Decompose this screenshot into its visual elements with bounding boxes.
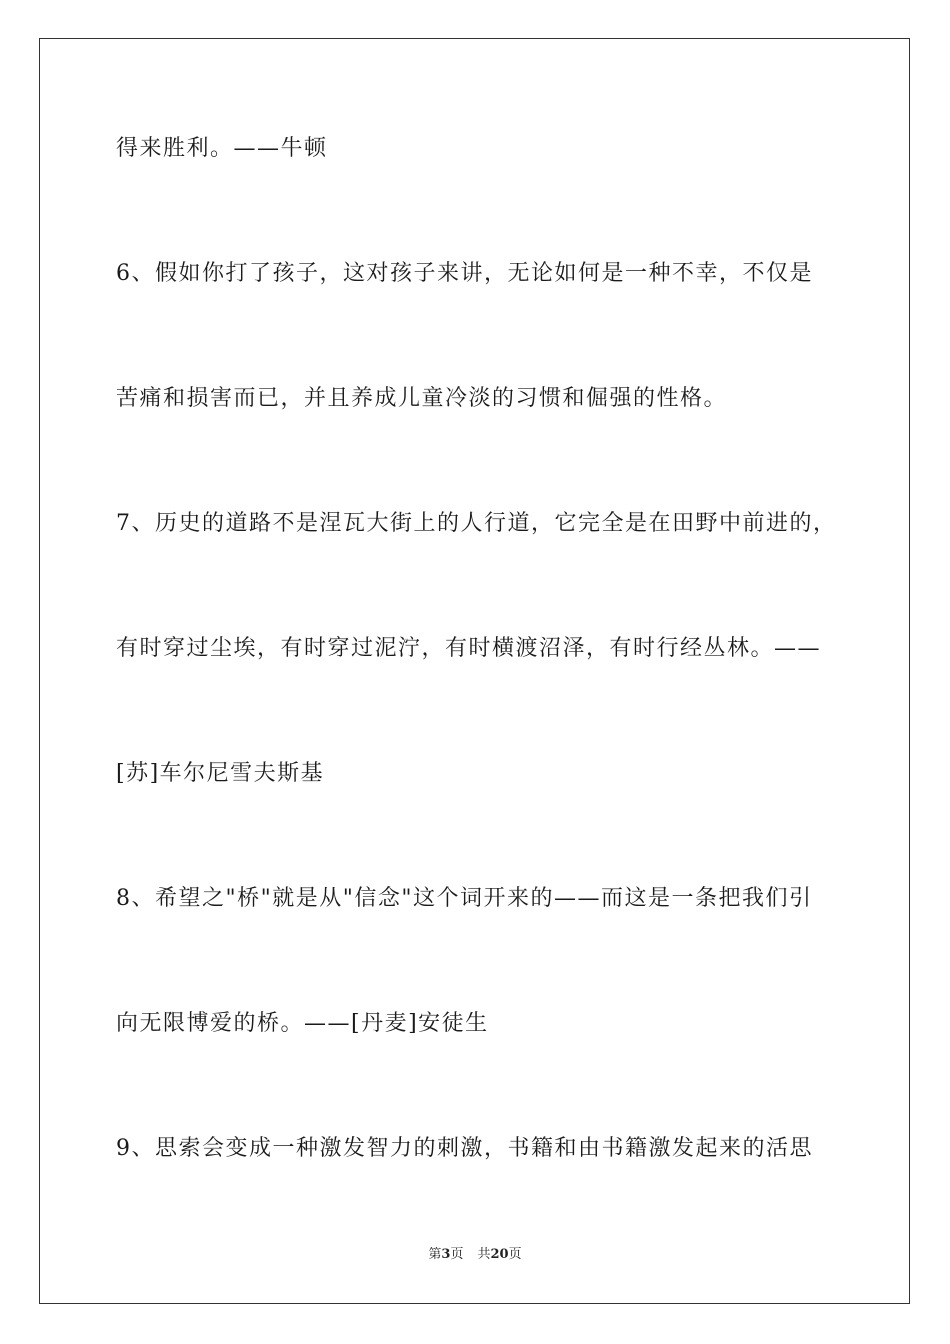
page-border — [39, 38, 910, 1304]
text-line-5: 有时穿过尘埃，有时穿过泥泞，有时横渡沼泽，有时行经丛林。—— — [116, 636, 822, 661]
page-number: 3 — [441, 1247, 451, 1262]
text-line-2: 6、假如你打了孩子，这对孩子来讲，无论如何是一种不幸，不仅是 — [116, 261, 813, 286]
text-line-9: 9、思索会变成一种激发智力的刺激，书籍和由书籍激发起来的活思 — [116, 1136, 813, 1161]
text-line-7: 8、希望之"桥"就是从"信念"这个词开来的——而这是一条把我们引 — [116, 886, 813, 911]
text-line-4: 7、历史的道路不是涅瓦大街上的人行道，它完全是在田野中前进的， — [116, 511, 837, 536]
text-line-3: 苦痛和损害而已，并且养成儿童冷淡的习惯和倔强的性格。 — [116, 386, 728, 411]
total-prefix: 共 — [477, 1247, 491, 1262]
text-line-1: 得来胜利。——牛顿 — [116, 136, 328, 161]
text-line-6: [苏]车尔尼雪夫斯基 — [116, 761, 325, 786]
page-prefix: 第 — [428, 1247, 442, 1262]
text-line-8: 向无限博爱的桥。——[丹麦]安徒生 — [116, 1011, 489, 1036]
page-footer — [0, 1246, 950, 1264]
page-suffix: 页 — [450, 1247, 464, 1262]
total-pages: 20 — [490, 1247, 509, 1262]
total-suffix: 页 — [508, 1247, 522, 1262]
